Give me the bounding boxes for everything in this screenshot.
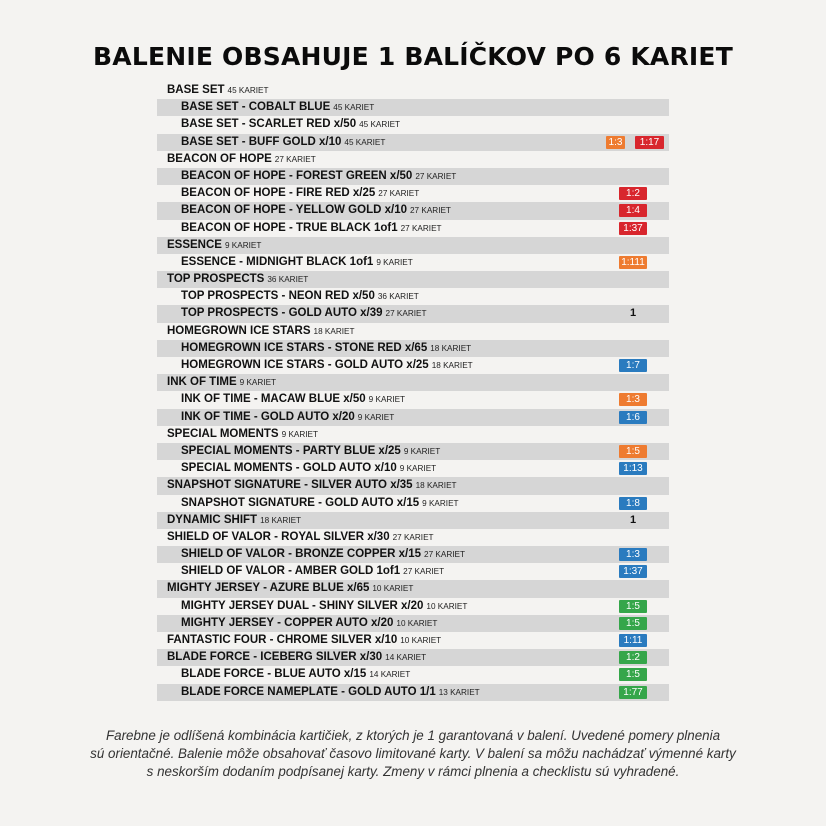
row-count: 36 KARIET — [267, 275, 309, 285]
odds-badge: 1:3 — [619, 393, 647, 406]
table-row — [157, 529, 669, 546]
odds-badge: 1:5 — [619, 617, 647, 630]
page-title: BALENIE OBSAHUJE 1 BALÍČKOV PO 6 KARIET — [93, 42, 733, 71]
odds-badge: 1:77 — [619, 686, 647, 699]
row-title: ESSENCE — [167, 238, 222, 251]
row-name — [157, 391, 405, 408]
row-title: TOP PROSPECTS — [167, 273, 265, 286]
row-title: BEACON OF HOPE — [167, 152, 272, 165]
row-count: 10 KARIET — [400, 636, 442, 645]
odds-badge: 1:37 — [619, 222, 647, 235]
odds-badge: 1:6 — [619, 411, 647, 424]
row-title: BEACON OF HOPE - TRUE BLACK 1of1 — [181, 221, 398, 234]
row-title: SHIELD OF VALOR - ROYAL SILVER x/30 — [167, 530, 390, 543]
odds-badge: 1:3 — [619, 548, 647, 561]
odds-badge: 1:2 — [619, 651, 647, 664]
odds-badge: 1:3 — [606, 136, 625, 149]
table-row — [157, 563, 669, 580]
table-row — [157, 460, 669, 477]
row-name — [157, 271, 308, 288]
row-count: 18 KARIET — [260, 515, 302, 525]
row-name — [157, 288, 419, 305]
table-row — [157, 598, 669, 615]
row-title: HOMEGROWN ICE STARS - STONE RED x/65 — [181, 341, 428, 354]
row-name — [157, 168, 456, 185]
table-row — [157, 495, 669, 512]
row-name — [157, 684, 480, 701]
footer-line: Farebne je odlíšená kombinácia kartičiek, z ktorých je 1 garantovaná v balení. Uvedené pomery plnenia — [105, 728, 721, 743]
table-row — [157, 134, 669, 151]
row-title: TOP PROSPECTS - GOLD AUTO x/39 — [181, 307, 383, 320]
row-name — [157, 151, 316, 168]
odds-badge: 1:8 — [619, 497, 647, 510]
row-count: 9 KARIET — [399, 464, 437, 474]
row-name — [157, 563, 444, 580]
table-row — [157, 649, 669, 666]
table-row — [157, 82, 669, 99]
row-count: 45 KARIET — [227, 86, 269, 95]
table-row — [157, 99, 669, 116]
odds-badge: 1:2 — [619, 187, 647, 200]
row-name — [157, 546, 465, 563]
row-title: INK OF TIME - MACAW BLUE x/50 — [181, 393, 366, 406]
row-title: SPECIAL MOMENTS - PARTY BLUE x/25 — [181, 444, 401, 457]
odds-badge: 1:5 — [619, 668, 647, 681]
odds-badge: 1:111 — [619, 256, 647, 269]
row-name — [157, 409, 394, 426]
table-row — [157, 684, 669, 701]
row-title: MIGHTY JERSEY - AZURE BLUE x/65 — [167, 582, 370, 595]
guaranteed-count: 1 — [629, 307, 637, 320]
table-row — [157, 477, 669, 494]
row-count: 27 KARIET — [415, 171, 457, 181]
row-name — [157, 580, 413, 597]
row-count: 36 KARIET — [377, 292, 419, 302]
row-name — [157, 666, 410, 683]
table-row — [157, 512, 669, 529]
row-title: BASE SET — [167, 84, 225, 96]
row-title: BEACON OF HOPE - FOREST GREEN x/50 — [181, 169, 413, 182]
table-row — [157, 632, 669, 649]
odds-badge: 1:11 — [619, 634, 647, 647]
checklist-table — [157, 82, 669, 701]
row-count: 18 KARIET — [431, 361, 473, 370]
row-name — [157, 116, 400, 133]
table-row — [157, 666, 669, 683]
row-count: 18 KARIET — [313, 326, 355, 336]
row-count: 14 KARIET — [385, 653, 427, 663]
row-title: SPECIAL MOMENTS - GOLD AUTO x/10 — [181, 462, 397, 475]
row-name — [157, 495, 459, 512]
row-title: BEACON OF HOPE - FIRE RED x/25 — [181, 187, 376, 200]
row-title: SNAPSHOT SIGNATURE - GOLD AUTO x/15 — [181, 496, 420, 509]
row-count: 27 KARIET — [378, 189, 420, 199]
row-name — [157, 134, 385, 151]
row-title: BASE SET - COBALT BLUE — [181, 101, 331, 114]
row-name — [157, 477, 457, 494]
table-row — [157, 202, 669, 219]
row-count: 10 KARIET — [396, 618, 438, 628]
row-title: SPECIAL MOMENTS — [167, 427, 279, 440]
table-row — [157, 288, 669, 305]
table-row — [157, 305, 669, 322]
odds-badge: 1:5 — [619, 445, 647, 458]
row-title: HOMEGROWN ICE STARS — [167, 324, 311, 337]
guaranteed-count: 1 — [629, 513, 637, 526]
table-row — [157, 168, 669, 185]
row-count: 27 KARIET — [403, 567, 445, 577]
row-count: 18 KARIET — [430, 343, 472, 353]
row-count: 27 KARIET — [385, 309, 427, 319]
table-row — [157, 443, 669, 460]
odds-badge: 1:37 — [619, 565, 647, 578]
odds-badge: 1:13 — [619, 462, 647, 475]
row-name — [157, 202, 451, 219]
row-title: BASE SET - BUFF GOLD x/10 — [181, 135, 342, 148]
row-count: 9 KARIET — [281, 429, 319, 439]
table-row — [157, 237, 669, 254]
row-count: 45 KARIET — [333, 103, 375, 113]
row-title: SNAPSHOT SIGNATURE - SILVER AUTO x/35 — [167, 479, 413, 492]
odds-badge: 1:5 — [619, 600, 647, 613]
table-row — [157, 357, 669, 374]
table-row — [157, 323, 669, 340]
table-row — [157, 185, 669, 202]
row-title: INK OF TIME - GOLD AUTO x/20 — [181, 410, 355, 423]
row-count: 27 KARIET — [409, 206, 451, 216]
row-name — [157, 99, 374, 116]
row-count: 27 KARIET — [274, 154, 316, 164]
row-title: FANTASTIC FOUR - CHROME SILVER x/10 — [167, 634, 398, 646]
row-name — [157, 185, 419, 202]
row-name — [157, 323, 355, 340]
row-title: BLADE FORCE NAMEPLATE - GOLD AUTO 1/1 — [181, 685, 436, 698]
row-name — [157, 340, 471, 357]
table-row — [157, 340, 669, 357]
row-count: 9 KARIET — [422, 498, 459, 508]
row-count: 9 KARIET — [403, 446, 441, 456]
row-count: 9 KARIET — [224, 240, 262, 250]
row-name — [157, 374, 276, 391]
row-count: 10 KARIET — [426, 601, 468, 611]
table-row — [157, 254, 669, 271]
row-count: 14 KARIET — [369, 670, 411, 680]
row-count: 27 KARIET — [424, 550, 466, 560]
row-name — [157, 598, 467, 615]
table-row — [157, 151, 669, 168]
row-name — [157, 305, 426, 322]
row-name — [157, 529, 434, 546]
footer-line: s neskorším dodaním podpísanej karty. Zmeny v rámci plnenia a checklistu sú vyhradené. — [146, 764, 680, 779]
row-count: 18 KARIET — [415, 481, 457, 491]
row-title: SHIELD OF VALOR - BRONZE COPPER x/15 — [181, 548, 422, 561]
odds-badge: 1:4 — [619, 204, 647, 217]
row-name — [157, 649, 426, 666]
row-count: 9 KARIET — [368, 395, 406, 405]
row-count: 45 KARIET — [344, 137, 386, 147]
row-name — [157, 357, 473, 374]
row-title: BEACON OF HOPE - YELLOW GOLD x/10 — [181, 204, 407, 217]
row-count: 13 KARIET — [438, 687, 480, 697]
row-title: SHIELD OF VALOR - AMBER GOLD 1of1 — [181, 565, 401, 578]
row-count: 10 KARIET — [372, 584, 414, 594]
row-name — [157, 220, 442, 237]
row-title: ESSENCE - MIDNIGHT BLACK 1of1 — [181, 255, 374, 268]
row-count: 9 KARIET — [376, 257, 413, 267]
row-title: BLADE FORCE - ICEBERG SILVER x/30 — [167, 651, 383, 664]
table-row — [157, 391, 669, 408]
table-row — [157, 615, 669, 632]
row-name — [157, 237, 261, 254]
row-title: BASE SET - SCARLET RED x/50 — [181, 118, 357, 131]
table-row — [157, 426, 669, 443]
row-title: MIGHTY JERSEY - COPPER AUTO x/20 — [181, 616, 394, 629]
row-count: 27 KARIET — [400, 223, 442, 233]
table-row — [157, 546, 669, 563]
row-title: DYNAMIC SHIFT — [167, 513, 258, 526]
row-name — [157, 82, 268, 99]
row-name — [157, 254, 413, 271]
footer-note — [40, 727, 786, 781]
row-title: HOMEGROWN ICE STARS - GOLD AUTO x/25 — [181, 359, 429, 371]
row-count: 27 KARIET — [392, 532, 434, 542]
row-name — [157, 615, 437, 632]
row-title: MIGHTY JERSEY DUAL - SHINY SILVER x/20 — [181, 599, 424, 612]
row-name — [157, 460, 436, 477]
row-title: TOP PROSPECTS - NEON RED x/50 — [181, 290, 375, 303]
table-row — [157, 116, 669, 133]
table-row — [157, 271, 669, 288]
table-row — [157, 374, 669, 391]
row-name — [157, 512, 301, 529]
table-row — [157, 220, 669, 237]
footer-line: sú orientačné. Balenie môže obsahovať časovo limitované karty. V balení sa môžu nachádzať výmenné karty — [90, 746, 736, 761]
table-row — [157, 409, 669, 426]
row-name — [157, 443, 440, 460]
row-count: 9 KARIET — [239, 378, 277, 388]
row-title: INK OF TIME — [167, 376, 237, 389]
row-name — [157, 426, 318, 443]
row-count: 9 KARIET — [357, 412, 395, 422]
row-count: 45 KARIET — [359, 120, 401, 130]
odds-badge: 1:17 — [635, 136, 664, 149]
table-row — [157, 580, 669, 597]
odds-badge: 1:7 — [619, 359, 647, 372]
row-name — [157, 632, 441, 649]
row-title: BLADE FORCE - BLUE AUTO x/15 — [181, 668, 367, 681]
